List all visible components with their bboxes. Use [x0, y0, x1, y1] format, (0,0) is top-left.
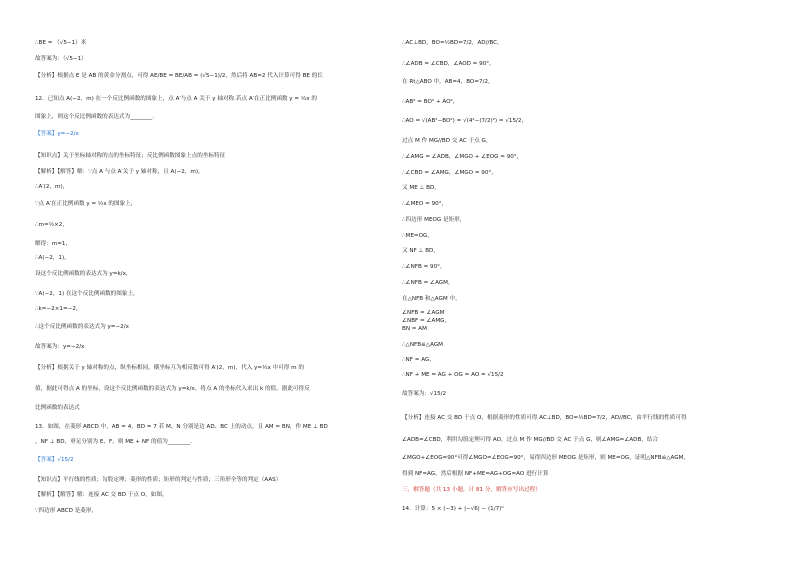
right-text-line: 14．计算：5 × (−3) + |−√6| − (1/7)⁰ [402, 506, 504, 512]
right-text-line: 过点 M 作 MG//BD 交 AC 于点 G， [402, 138, 492, 144]
right-text-line: ∠NFB = ∠AGM [402, 310, 445, 316]
left-text-line: ∴k=−2×1=−2， [35, 306, 82, 312]
left-text-line: 故答案为：y=−2/x [35, 344, 85, 350]
left-text-line: 【知识点】平行线的性质；勾股定理；菱形的性质；矩形的判定与性质；三角形全等的判定（AAS） [35, 477, 282, 483]
left-text-line: ∵四边形 ABCD 是菱形， [35, 508, 98, 514]
left-text-line: ∵点 A′在正比例函数 y = ½x 的图象上， [35, 201, 137, 207]
right-text-line: 三、解答题（共 13 小题，计 81 分，解答应写出过程） [402, 487, 541, 493]
left-text-line: 图象上，则这个反比例函数的表达式为________. [35, 114, 155, 120]
right-text-line: ∴∠CBD = ∠AMG，∠MGO = 90°， [402, 170, 497, 176]
right-text-line: ∠ADB=∠CBD，利用勾股定理可得 AO，过点 M 作 MG//BD 交 AC 于点 G，则∠AMG=∠ADB，结合 [402, 437, 659, 443]
left-column [35, 0, 387, 562]
right-text-line: ∴NF + ME = AG + OG = AO = √15/2 [402, 372, 504, 378]
left-text-line: ∴BE = （√5−1）米 [35, 40, 87, 46]
right-text-line: ∴NF = AG， [402, 357, 435, 363]
right-text-line: ∴∠ADB = ∠CBD，∠AOD = 90°， [402, 61, 495, 67]
left-text-line: 12．已知点 A(−2，m) 在一个反比例函数的图象上，点 A′与点 A 关于 y 轴对称.若点 A′在正比例函数 y = ½x 的 [35, 96, 317, 102]
left-text-line: 13．如图，在菱形 ABCD 中，AB = 4，BD = 7 若 M、N 分别是边 AD、BC 上的动点，且 AM = BN，作 ME ⊥ BD [35, 424, 328, 430]
left-text-line: ∴A(−2，1)， [35, 255, 70, 261]
right-text-line: ∴∠AMG = ∠ADB，∠MGO + ∠EOG = 90°， [402, 154, 523, 160]
left-text-line: 【分析】根据点 E 是 AB 的黄金分割点，可得 AE/BE = BE/AB = (√5−1)/2，然后将 AB=2 代入计算可得 BE 的长 [35, 73, 323, 79]
right-text-line: ∠MGO+∠EOG=90°可得∠MGO=∠EOG=90°，易得四边形 MEOG 是矩形，则 ME=OG，证明△NFB≌△AGM， [402, 455, 690, 461]
left-text-line: 【解析】【解答】解：∵点 A 与点 A′关于 y 轴对称，且 A(−2，m)， [35, 169, 204, 175]
right-text-line: 得到 NF=AG，然后根据 NF+ME=AG+OG=AO 进行计算 [402, 471, 549, 477]
right-text-line: 又 NF ⊥ BD， [402, 248, 439, 254]
left-text-line: 【答案】√15/2 [35, 457, 74, 463]
right-column [402, 0, 764, 562]
left-text-line: ∴A′(2，m)， [35, 184, 69, 190]
right-text-line: ∴AO = √(AB²−BO²) = √(4²−(7/2)²) = √15/2， [402, 118, 528, 124]
right-text-line: ∴△NFB≌△AGM [402, 342, 443, 348]
left-text-line: 【答案】y=−2/x [35, 131, 79, 137]
left-text-line: 【解析】【解答】解：连接 AC 交 BD 于点 O，如图， [35, 492, 168, 498]
right-text-line: ∠NBF = ∠AMG， [402, 318, 451, 324]
right-text-line: ∴∠MEO = 90°， [402, 201, 448, 207]
left-text-line: ∴m=½×2， [35, 222, 68, 228]
left-text-line: 比例函数的表达式 [35, 405, 80, 411]
right-text-line: BN = AM [402, 326, 427, 332]
right-text-line: ∴AB² = BO² + AO²， [402, 99, 459, 105]
right-text-line: ∴∠NFB = 90°， [402, 264, 446, 270]
left-text-line: 设这个反比例函数的表达式为 y=k/x， [35, 271, 132, 277]
left-text-line: ∵A(−2，1) 在这个反比例函数的图象上， [35, 291, 139, 297]
right-text-line: ∴四边形 MEOG 是矩形， [402, 217, 466, 223]
right-text-line: 又 ME ⊥ BD， [402, 185, 440, 191]
right-text-line: 故答案为：√15/2 [402, 391, 447, 397]
left-text-line: ，NF ⊥ BD，垂足分别为 E、F，则 ME + NF 的值为________. [35, 439, 192, 445]
left-text-line: 值，据此可得点 A 的坐标，设这个反比例函数的表达式为 y=k/x，将点 A 的坐标代入求出 k 的值，据此可得反 [35, 386, 310, 392]
right-text-line: ∴∠NFB = ∠AGM， [402, 280, 454, 286]
left-text-line: 解得：m=1， [35, 241, 72, 247]
right-text-line: ∴AC⊥BD，BO=½BD=7/2，AD//BC， [402, 40, 503, 46]
right-text-line: ∴ME=OG， [402, 233, 433, 239]
left-text-line: 【分析】根据关于 y 轴对称的点，纵坐标相同，横坐标互为相反数可得 A′(2，m)，代入 y=½x 中可得 m 的 [35, 365, 304, 371]
right-text-line: 在 Rt△ABO 中，AB=4，BO=7/2， [402, 79, 494, 85]
left-text-line: ∴这个反比例函数的表达式为 y=−2/x [35, 324, 129, 330]
right-text-line: 【分析】连接 AC 交 BD 于点 O，根据菱形的性质可得 AC⊥BD，BO=½BD=7/2，AD//BC，由平行线的性质可得 [402, 415, 687, 421]
right-text-line: 在△NFB 和△AGM 中， [402, 296, 461, 302]
left-text-line: 故答案为：（√5−1） [35, 56, 87, 62]
left-text-line: 【知识点】关于坐标轴对称的点的坐标特征；反比例函数图象上点的坐标特征 [35, 153, 226, 159]
